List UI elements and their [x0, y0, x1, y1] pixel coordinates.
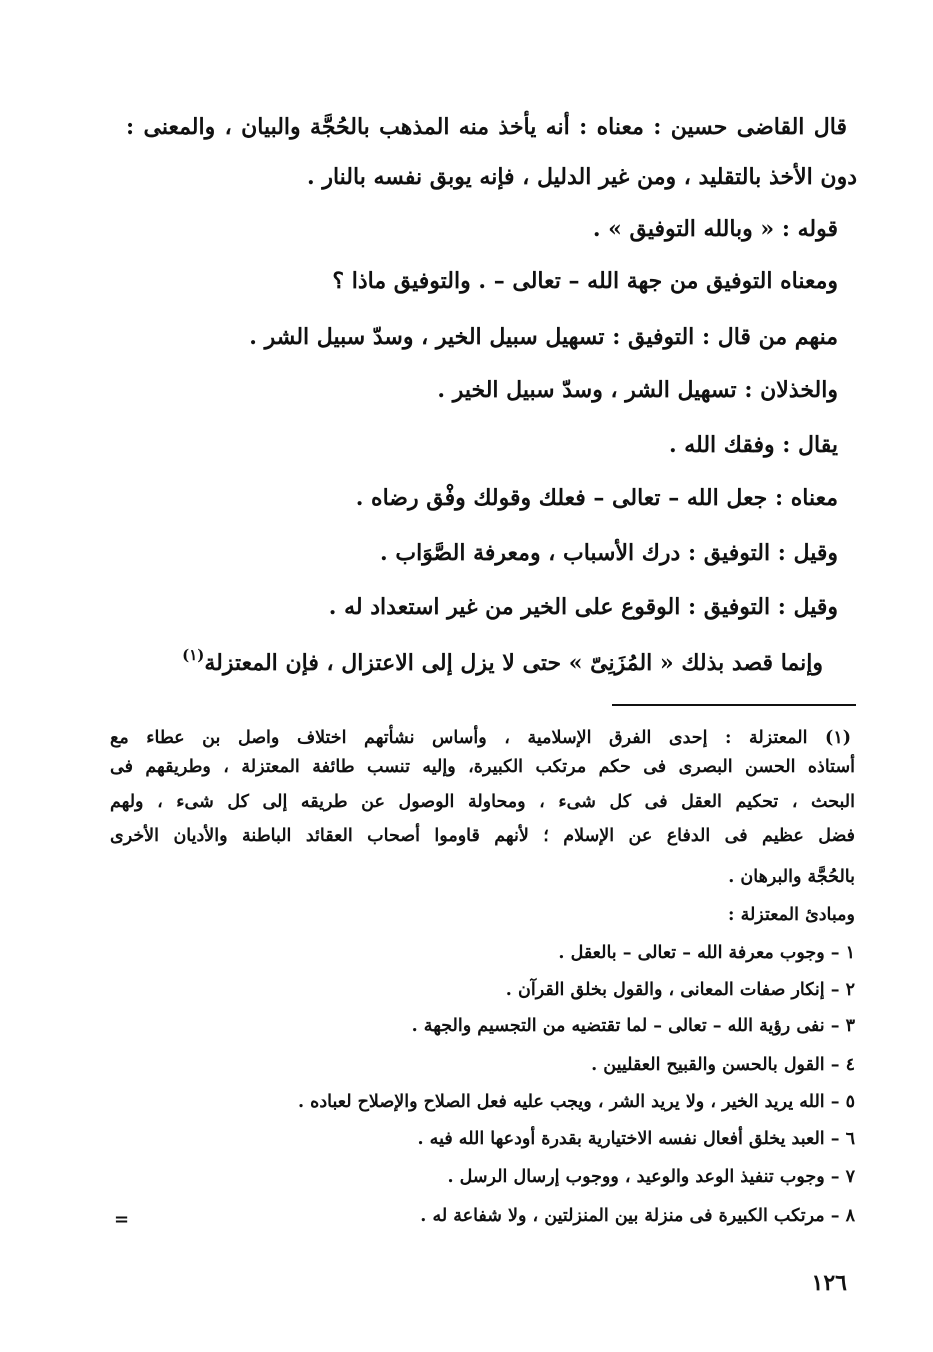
principle-item: ١ – وجوب معرفة الله – تعالى – بالعقل .: [558, 943, 855, 963]
principle-item: ٨ – مرتكب الكبيرة فى منزلة بين المنزلتين ، ولا شفاعة له .: [420, 1206, 855, 1226]
body-line-4: ومعناه التوفيق من جهة الله – تعالى – . والتوفيق ماذا ؟: [332, 268, 838, 294]
body-line-10: وقيل : التوفيق : الوقوع على الخير من غير استعداد له .: [328, 594, 838, 620]
principle-item: ٥ – الله يريد الخير ، ولا يريد الشر ، ويجب عليه فعل الصلاح والإصلاح لعباده .: [298, 1092, 855, 1112]
body-line-3: قوله : « وبالله التوفيق » .: [592, 216, 838, 242]
body-line-11-text: وإنما قصد بذلك « المُزَنِىّ » حتى لا يزل إلى الاعتزال ، فإن المعتزلة: [204, 650, 823, 676]
footnote-ref: (١): [182, 646, 205, 664]
footnote-line-1: (١) المعتزلة : إحدى الفرق الإسلامية ، وأساس نشأتهم اختلاف واصل بن عطاء مع: [110, 728, 851, 748]
footnote-line-5: بالحُجَّة والبرهان .: [728, 867, 855, 887]
footnote-line-3: البحث ، تحكيم العقل فى كل شىء ، ومحاولة الوصول عن طريقه إلى كل شىء ، ولهم: [110, 792, 855, 812]
continuation-mark: =: [114, 1209, 130, 1230]
body-line-7: يقال : وفقك الله .: [668, 432, 838, 458]
principle-item: ٤ – القول بالحسن والقبيح العقليين .: [591, 1055, 855, 1075]
body-line-9: وقيل : التوفيق : درك الأسباب ، ومعرفة الصَّوَاب .: [380, 540, 838, 566]
footnote-line-2: أستاذه الحسن البصرى فى حكم مرتكب الكبيرة، وإليه تنسب طائفة المعتزلة ، وطريقهم فى: [110, 757, 855, 777]
footnote-line-4: فضل عظيم فى الدفاع عن الإسلام ؛ لأنهم قاوموا أصحاب العقائد الباطنة والأديان الأخرى: [110, 826, 855, 846]
body-line-11: [170, 646, 823, 676]
footnote-separator: [612, 704, 856, 706]
body-line-5: منهم من قال : التوفيق : تسهيل سبيل الخير ، وسدّ سبيل الشر .: [249, 324, 838, 350]
principle-item: ٦ – العبد يخلق أفعال نفسه الاختيارية بقدرة أودعها الله فيه .: [417, 1129, 855, 1149]
principles-title: ومبادئ المعتزلة :: [728, 905, 855, 925]
body-line-1: قال القاضى حسين : معناه : أنه يأخذ منه المذهب بالحُجَّة والبيان ، والمعنى :: [126, 114, 847, 140]
principle-item: ٣ – نفى رؤية الله – تعالى – لما تقتضيه من التجسيم والجهة .: [411, 1016, 855, 1036]
body-line-8: معناه : جعل الله – تعالى – فعلك وقولك وفْق رضاه .: [355, 485, 838, 511]
page-number: ١٢٦: [811, 1270, 847, 1296]
body-line-2: دون الأخذ بالتقليد ، ومن غير الدليل ، فإنه يوبق نفسه بالنار .: [307, 164, 857, 190]
principle-item: ٧ – وجوب تنفيذ الوعد والوعيد ، ووجوب إرسال الرسل .: [447, 1167, 855, 1187]
principle-item: ٢ – إنكار صفات المعانى ، والقول بخلق القرآن .: [505, 980, 855, 1000]
body-line-6: والخذلان : تسهيل الشر ، وسدّ سبيل الخير .: [437, 377, 838, 403]
